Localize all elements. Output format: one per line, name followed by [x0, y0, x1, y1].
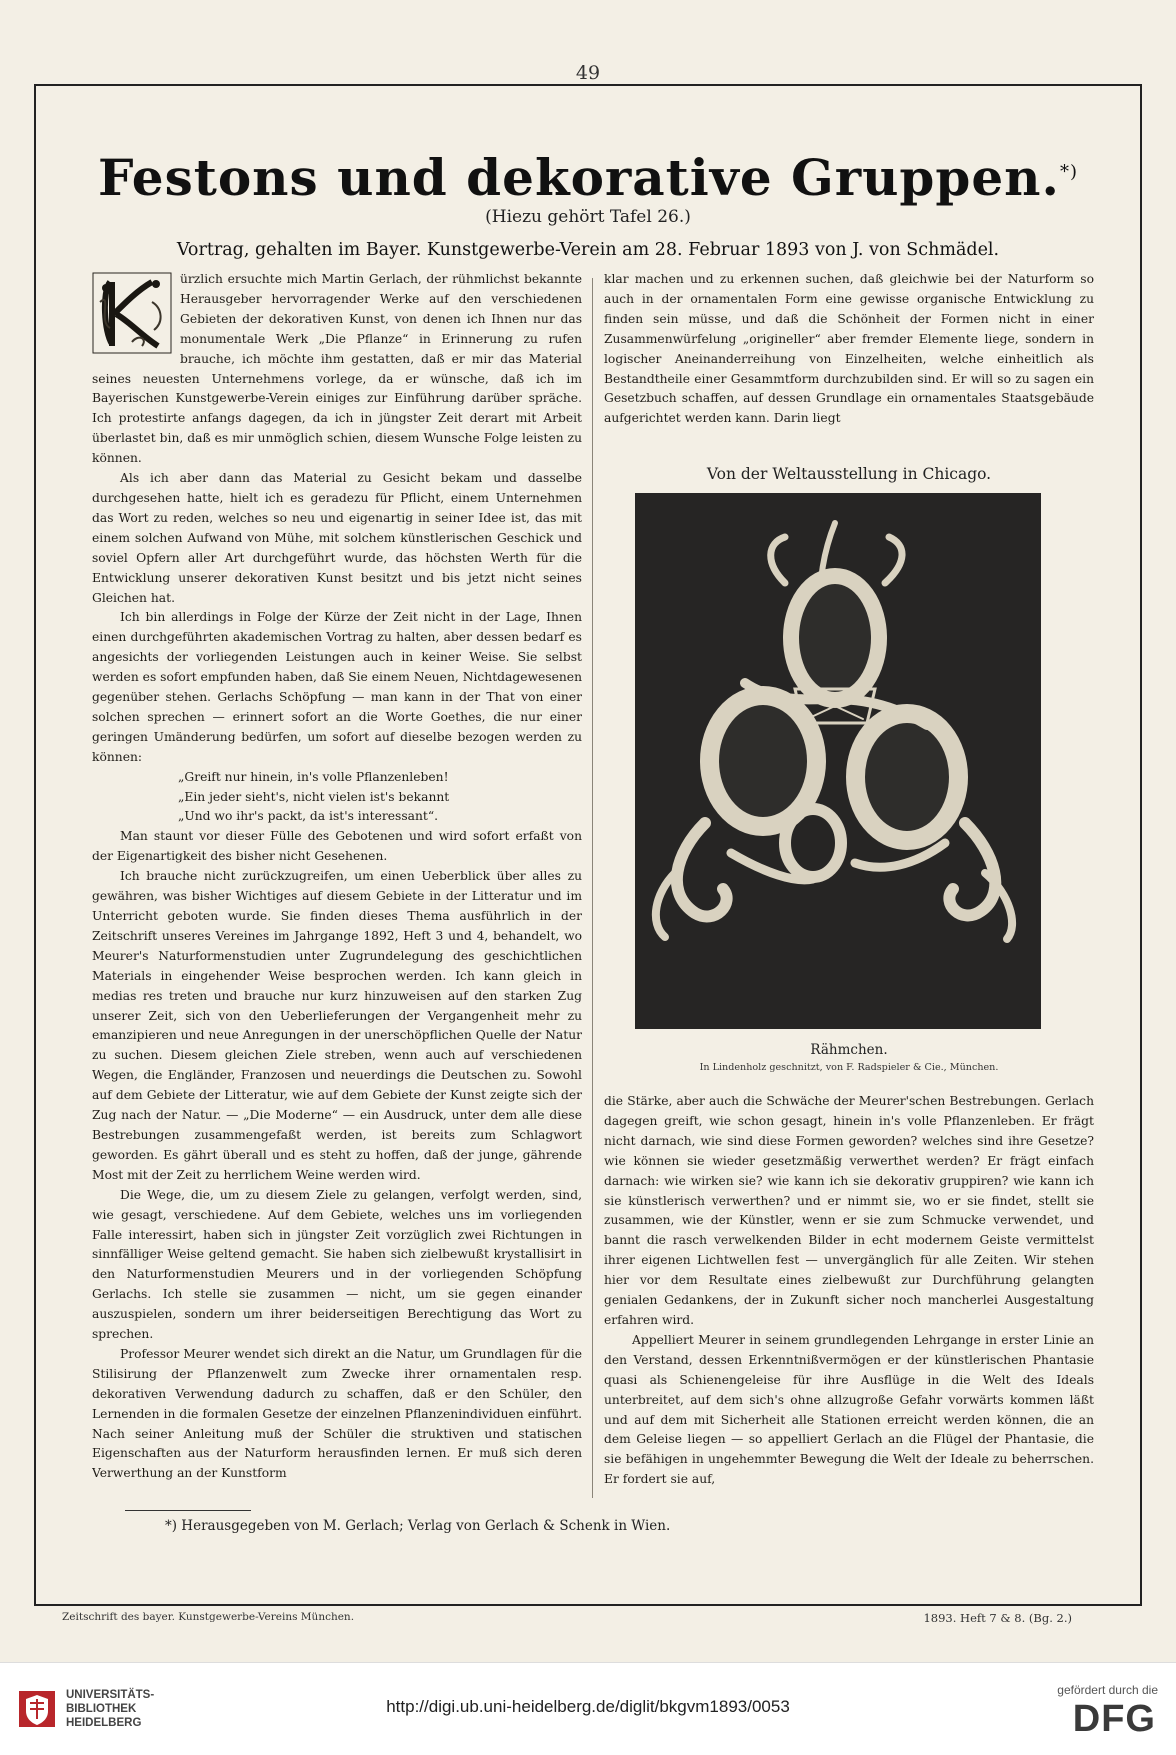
footnote-rule	[125, 1510, 251, 1511]
article-subtitle: (Hiezu gehört Tafel 26.)	[485, 207, 691, 227]
column-divider	[592, 278, 593, 1498]
left-paragraph-1	[92, 270, 582, 469]
goethe-verse-line-1: „Greift nur hinein, in's volle Pflanzenleben!	[178, 769, 449, 784]
right-top-paragraph: klar machen und zu erkennen suchen, daß gleichwie bei der Naturform so auch in der ornamentalen Form eine gewisse organische Entwicklung zu finden sein müsse, und daß die Schönheit der Formen nicht in einer Zusammenwürfelung „origineller“ aber fremder Elemente liege, sondern in logischer Aneinanderreihung von Einzelheiten, welche einheitlich als Bestandtheile einer Gesammtform durchzubilden sind. Er will so zu sagen ein Gesetzbuch schaffen, auf dessen Grundlage ein ornamentales Staatsgebäude aufgerichtet werden kann. Darin liegt	[604, 272, 1094, 426]
left-paragraph-1-text: ürzlich ersuchte mich Martin Gerlach, der rühmlichst bekannte Herausgeber hervorragender Werke auf den verschiedenen Gebieten der dekorativen Kunst, von denen ich Ihnen nur das monumentale Werk „Die Pflanze“ in Erinnerung zu rufen brauche, ich möchte ihm gestatten, daß er mir das Material seines neuesten Unternehmens vorlege, da er wünsche, daß ich im Bayerischen Kunstgewerbe-Verein einiges zur Einführung darüber spräche. Ich protestirte anfangs dagegen, da ich in jüngster Zeit derart mit Arbeit überlastet bin, daß es mir unmöglich schien, diesem Wunsche Folge leisten zu können.	[92, 272, 582, 466]
library-name-line-1: UNIVERSITÄTS-	[66, 1689, 155, 1701]
title-footnote-mark: *)	[1059, 161, 1078, 183]
permalink-url[interactable]: http://digi.ub.uni-heidelberg.de/diglit/bkgvm1893/0053	[386, 1697, 790, 1716]
left-paragraph-3: Ich bin allerdings in Folge der Kürze der Zeit nicht in der Lage, Ihnen einen durchgeführten akademischen Vortrag zu halten, aber dessen bedarf es angesichts der vorliegenden Leistungen auch in keiner Weise. Sie selbst werden es sofort empfunden haben, daß Sie einem Neuen, Nichtdagewesenen gegenüber stehen. Gerlachs Schöpfung — man kann in der That von einer solchen sprechen — erinnert sofort an die Worte Goethes, die nur einer geringen Umänderung bedürfen, um sofort auf dieselbe bezogen werden zu können:	[92, 610, 582, 764]
dfg-logo: DFG	[1072, 1698, 1156, 1740]
journal-footer: Zeitschrift des bayer. Kunstgewerbe-Vereins München.	[62, 1611, 355, 1623]
ornamental-initial-k-icon	[92, 272, 172, 354]
figure-caption: Rähmchen.	[810, 1042, 888, 1058]
left-column	[92, 270, 582, 1492]
left-paragraph-2: Als ich aber dann das Material zu Gesicht bekam und dasselbe durchgesehen hatte, hielt ich es geradezu für Pflicht, einem Unternehmen das Wort zu reden, welches so neu und eigenartig in seiner Idee ist, das mit einem solchen Aufwand von Mühe, mit solchem künstlerischen Geschick und soviel Opfern aller Art durchgeführt wurde, das höchsten Werth für die Entwicklung unserer dekorativen Kunst besitzt und bis jetzt nicht seines Gleichen hat.	[92, 471, 582, 605]
carved-picture-frame-illustration	[635, 493, 1041, 1029]
library-name-line-2: BIBLIOTHEK	[66, 1703, 137, 1715]
right-bottom-paragraph-1: die Stärke, aber auch die Schwäche der Meurer'schen Bestrebungen. Gerlach dagegen greift, wie schon gesagt, hinein in's volle Pflanzenleben. Er frägt nicht darnach, wie sind diese Formen geworden? welches sind ihre Gesetze? wie können sie wieder gesetzmäßig verwerthet werden? Er frägt einfach darnach: wie wirken sie? wie kann ich sie dekorativ gruppiren? wie kann ich sie künstlerisch verwerthen? und er nimmt sie, wo er sie findet, stellt sie zusammen, wie der Künstler, wenn er sie zum Schmucke verwendet, und bannt die rasch verwelkenden Bilder in echt modernem Geiste vermittelst ihrer eigenen Lichtwellen fest — unvergänglich für alle Zeiten. Wir stehen hier vor dem Resultate eines zielbewußt zur Durchführung gelangten genialen Gedankens, der in Zukunft sicher noch mancherlei Ausgestaltung erfahren wird.	[604, 1094, 1094, 1327]
goethe-verse-line-3: „Und wo ihr's packt, da ist's interessant“.	[178, 809, 439, 824]
figure-photo	[635, 493, 1041, 1029]
viewer-footer-bar	[0, 1662, 1176, 1755]
left-paragraph-4: Man staunt vor dieser Fülle des Gebotenen und wird sofort erfaßt von der Eigenartigkeit des bisher nicht Gesehenen.	[92, 829, 582, 864]
lecture-line: Vortrag, gehalten im Bayer. Kunstgewerbe-Verein am 28. Februar 1893 von J. von Schmädel.	[176, 240, 1000, 260]
left-paragraph-7: Professor Meurer wendet sich direkt an die Natur, um Grundlagen für die Stilisirung der Pflanzenwelt zum Zwecke ihrer ornamentalen resp. dekorativen Verwendung dadurch zu schaffen, daß er den Schüler, den Lernenden in die formalen Gesetze der einzelnen Pflanzenindividuen einführt. Nach seiner Anleitung muß der Schüler die struktiven und statischen Eigenschaften aus der Naturform herausfinden lernen. Er muß sich deren Verwerthung an der Kunstform	[92, 1346, 582, 1481]
left-paragraph-6: Die Wege, die, um zu diesem Ziele zu gelangen, verfolgt werden, sind, wie gesagt, verschiedene. Auf dem Gebiete, welches uns im vorliegenden Falle interessirt, haben sich in jüngster Zeit vorzüglich zwei Richtungen in sinnfälliger Weise geltend gemacht. Sie haben sich zielbewußt krystallisirt in den Naturformenstudien Meurers und in der vorliegenden Schöpfung Gerlachs. Ich stelle sie zusammen — nicht, um sie gegen einander auszuspielen, sondern um ihrer beiderseitigen Berechtigung das Wort zu sprechen.	[92, 1187, 582, 1342]
article-title-text: Festons und dekorative Gruppen.	[98, 148, 1060, 207]
figure-credit: In Lindenholz geschnitzt, von F. Radspieler & Cie., München.	[699, 1062, 999, 1073]
left-paragraph-5: Ich brauche nicht zurückzugreifen, um einen Ueberblick über alles zu gewähren, was bisher Wichtiges auf diesem Gebiete in der Litteratur und im Unterricht geboten wurde. Sie finden dieses Thema ausführlich in der Zeitschrift unseres Vereines im Jahrgange 1892, Heft 3 und 4, behandelt, wo Meurer's Naturformenstudien unter Zugrundelegung des geschichtlichen Materials in eingehender Weise besprochen werden. Ich kann gleich in medias res treten und brauche nur kurz hinzuweisen auf den starken Zug unserer Zeit, sich von den Ueberlieferungen der Vergangenheit mehr zu emanzipieren und neue Anregungen in der unerschöpflichen Quelle der Natur zu suchen. Diesem gleichen Ziele streben, wenn auch auf verschiedenen Wegen, die Engländer, Franzosen und neuerdings die Deutschen zu. Sowohl auf dem Gebiete der Litteratur, wie auf dem Gebiete der Kunst zeigte sich der Zug nach der Natur. — „Die Moderne“ — ein Ausdruck, unter dem alle diese Bestrebungen zusammengefaßt werden, ist bereits zum Schlagwort geworden. Es gährt überall und es steht zu hoffen, daß der junge, gährende Most mit der Zeit zu herrlichem Weine werden wird.	[92, 869, 582, 1182]
page-number-text: 49	[564, 62, 612, 84]
funding-label: gefördert durch die	[1057, 1683, 1158, 1697]
right-column-bottom	[604, 1092, 1094, 1492]
figure-heading: Von der Weltausstellung in Chicago.	[706, 465, 992, 483]
issue-footer: 1893. Heft 7 & 8. (Bg. 2.)	[923, 1611, 1072, 1625]
right-column-top	[604, 270, 1094, 430]
footnote: *) Herausgegeben von M. Gerlach; Verlag von Gerlach & Schenk in Wien.	[165, 1518, 671, 1534]
article-title	[0, 148, 1176, 207]
library-name-line-3: HEIDELBERG	[66, 1717, 142, 1729]
right-bottom-paragraph-2: Appelliert Meurer in seinem grundlegenden Lehrgange in erster Linie an den Verstand, dessen Erkenntnißvermögen er der künstlerischen Phantasie quasi als Schienengeleise für ihre Ausflüge in die Welt des Ideals unterbreitet, auf dem sich's ohne allzugroße Gefahr vorwärts kommen läßt und auf dem mit Sicherheit alle Stationen erreicht werden können, die an dem Geleise liegen — so appelliert Gerlach an die Flügel der Phantasie, die sie befähigen in ungehemmter Bewegung die Welt der Ideale zu beherrschen. Er fordert sie auf,	[604, 1332, 1094, 1487]
goethe-verse-line-2: „Ein jeder sieht's, nicht vielen ist's bekannt	[178, 789, 450, 804]
page-number	[0, 62, 1176, 84]
